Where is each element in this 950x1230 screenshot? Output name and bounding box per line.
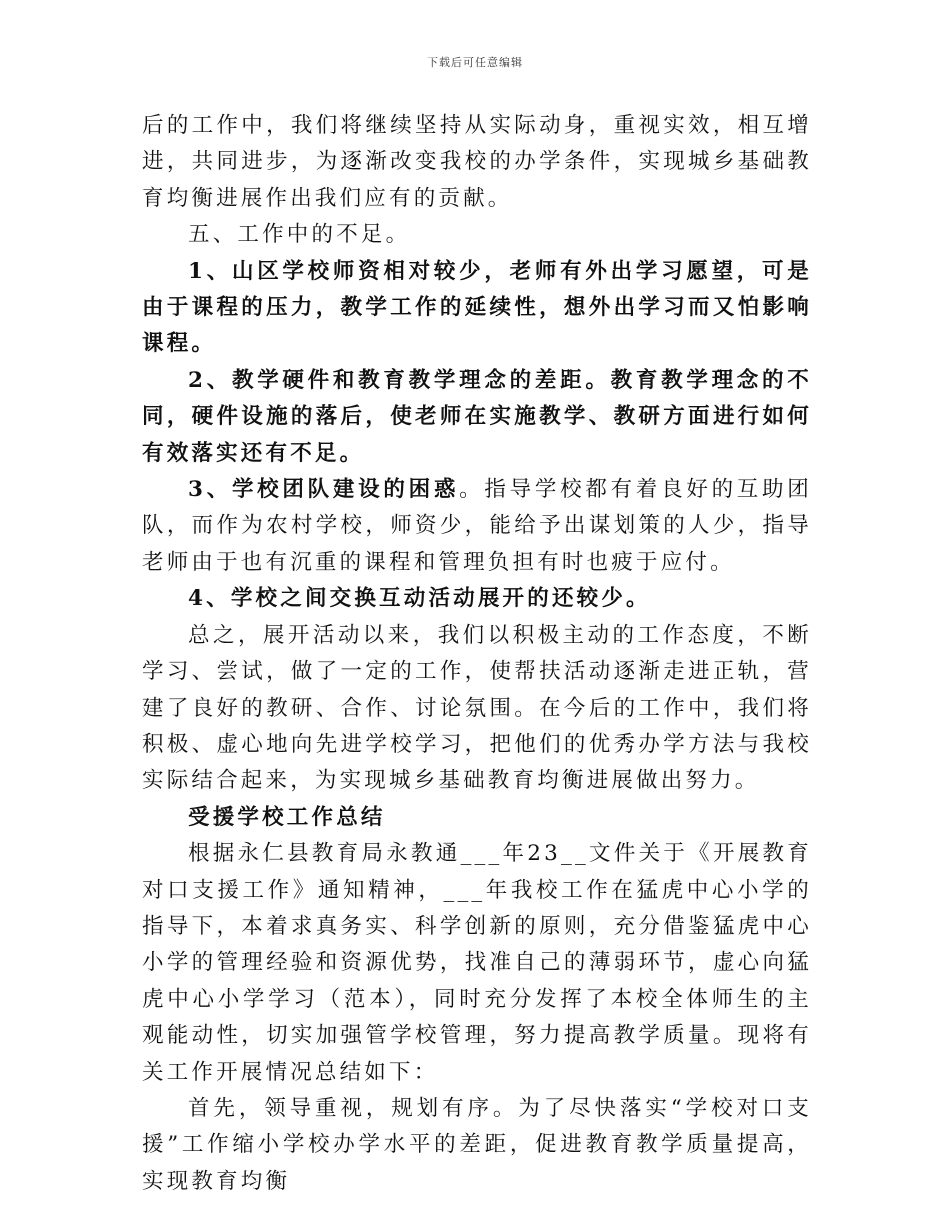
list-item-3-lead: 3、学校团队建设的困惑 <box>188 477 460 503</box>
paragraph-continuation: 后的工作中，我们将继续坚持从实际动身，重视实效，相互增进，共同进步，为逐渐改变我校的办学条件，实现城乡基础教育均衡进展作出我们应有的贡献。 <box>142 113 812 211</box>
document-body <box>142 108 812 1200</box>
paragraph-summary: 总之，展开活动以来，我们以积极主动的工作态度，不断学习、尝试，做了一定的工作，使帮扶活动逐渐走进正轨，营建了良好的教研、合作、讨论氛围。在今后的工作中，我们将积极、虚心地向先进学校学习，把他们的优秀办学方法与我校实际结合起来，为实现城乡基础教育均衡进展做出努力。 <box>142 622 812 794</box>
section-heading-shortcomings: 五、工作中的不足。 <box>188 222 411 248</box>
page-header: 下载后可任意编辑 <box>427 56 523 69</box>
list-item-1: 1、山区学校师资相对较少，老师有外出学习愿望，可是由于课程的压力，教学工作的延续性，想外出学习而又怕影响课程。 <box>142 258 812 357</box>
list-item-3 <box>142 472 812 581</box>
paragraph-first: 首先，领导重视，规划有序。为了尽快落实“学校对口支援”工作缩小学校办学水平的差距，促进教育教学质量提高，实现教育均衡 <box>142 1095 812 1194</box>
section-title: 受援学校工作总结 <box>188 804 386 830</box>
list-item-2: 2、教学硬件和教育教学理念的差距。教育教学理念的不同，硬件设施的落后，使老师在实施教学、教研方面进行如何有效落实还有不足。 <box>142 367 812 466</box>
list-item-4: 4、学校之间交换互动活动展开的还较少。 <box>188 586 651 612</box>
paragraph-intro: 根据永仁县教育局永教通___年23__文件关于《开展教育对口支援工作》通知精神，___年我校工作在猛虎中心小学的指导下，本着求真务实、科学创新的原则，充分借鉴猛虎中心小学的管理经验和资源优势，找准自己的薄弱环节，虚心向猛虎中心小学学习（范本），同时充分发挥了本校全体师生的主观能动性，切实加强管学校管理，努力提高教学质量。现将有关工作开展情况总结如下： <box>142 841 812 1085</box>
list-item-3-text: 。指导学校都有着良好的互助团队，而作为农村学校，师资少，能给予出谋划策的人少，指导老师由于也有沉重的课程和管理负担有时也疲于应付。 <box>142 477 812 575</box>
